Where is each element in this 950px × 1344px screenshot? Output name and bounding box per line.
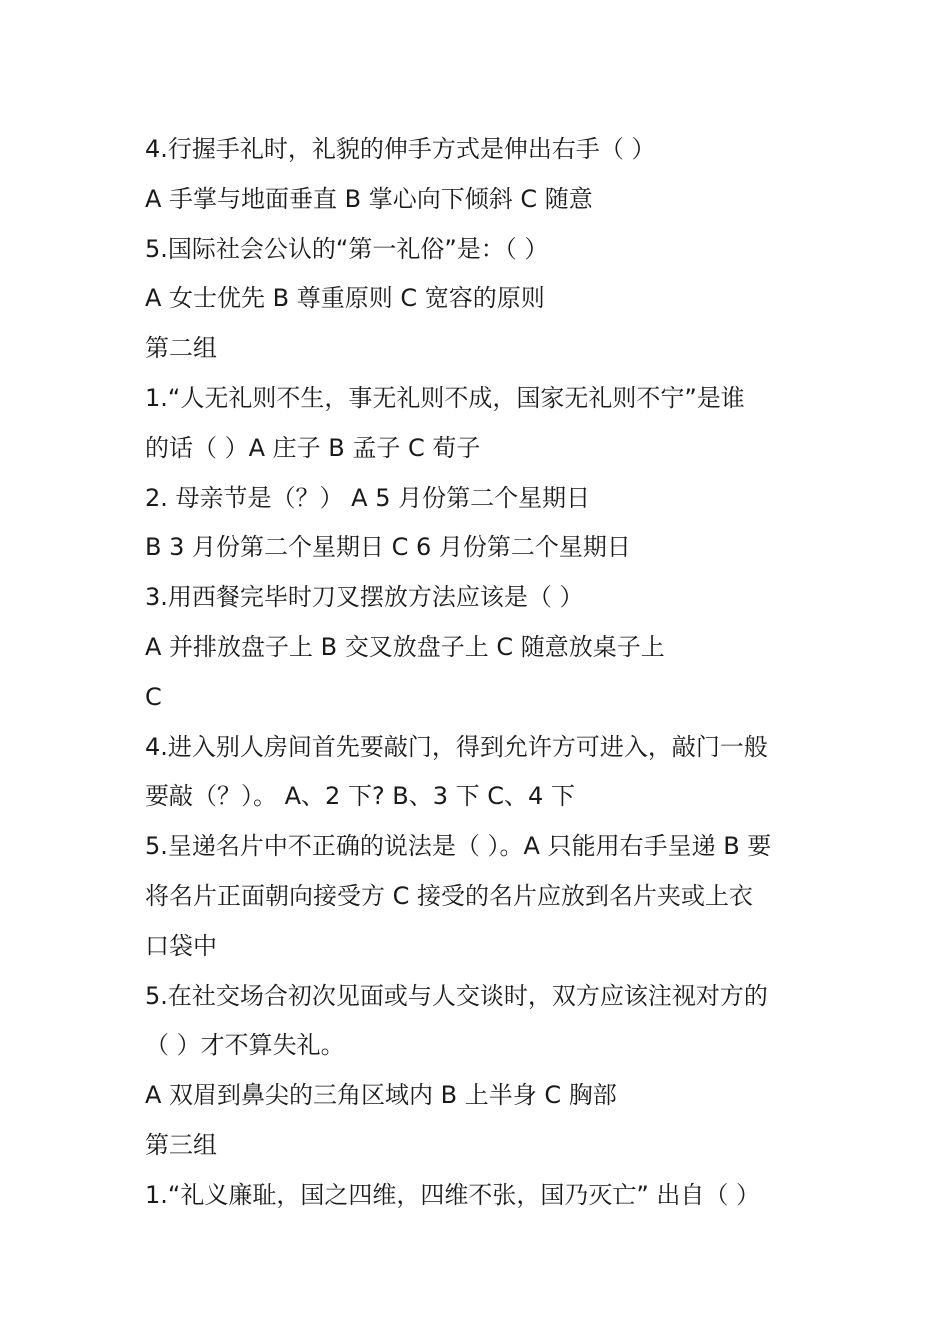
question-5-group-2: 5.呈递名片中不正确的说法是（ ）。A 只能用右手呈递 B 要	[145, 832, 772, 861]
question-5-options: A 女士优先 B 尊重原则 C 宽容的原则	[145, 284, 545, 313]
question-5b-group-2-cont: （ ）才不算失礼。	[145, 1031, 345, 1060]
section-heading-group-2: 第二组	[145, 334, 217, 363]
question-5-group-2-cont-2: 口袋中	[145, 931, 217, 960]
question-5b-options: A 双眉到鼻尖的三角区域内 B 上半身 C 胸部	[145, 1081, 617, 1110]
question-3-options: A 并排放盘子上 B 交叉放盘子上 C 随意放桌子上	[145, 632, 665, 661]
question-2-group-2: 2. 母亲节是（？） A 5 月份第二个星期日	[145, 483, 591, 512]
document-body	[145, 125, 825, 1221]
question-4-group-2-cont: 要敲（？）。 A、2 下? B、3 下 C、4 下	[145, 782, 575, 811]
question-5-group-1: 5.国际社会公认的“第一礼俗”是：（ ）	[145, 234, 549, 263]
question-4-options: A 手掌与地面垂直 B 掌心向下倾斜 C 随意	[145, 184, 593, 213]
question-1-group-2-cont: 的话（ ）A 庄子 B 孟子 C 荀子	[145, 433, 481, 462]
question-1-group-3: 1.“礼义廉耻，国之四维，四维不张，国乃灭亡” 出自（ ）	[145, 1180, 761, 1209]
question-4-group-1: 4.行握手礼时，礼貌的伸手方式是伸出右手（ ）	[145, 135, 656, 163]
question-1-group-2: 1.“人无礼则不生，事无礼则不成，国家无礼则不宁”是谁	[145, 383, 745, 412]
answer-c: C	[145, 682, 162, 711]
question-5-group-2-cont: 将名片正面朝向接受方 C 接受的名片应放到名片夹或上衣	[145, 881, 754, 910]
question-2-options: B 3 月份第二个星期日 C 6 月份第二个星期日	[145, 533, 631, 562]
question-3-group-2: 3.用西餐完毕时刀叉摆放方法应该是（ ）	[145, 583, 584, 612]
question-5b-group-2: 5.在社交场合初次见面或与人交谈时，双方应该注视对方的	[145, 981, 768, 1010]
question-4-group-2: 4.进入别人房间首先要敲门，得到允许方可进入，敲门一般	[145, 732, 768, 761]
section-heading-group-3: 第三组	[145, 1130, 217, 1159]
